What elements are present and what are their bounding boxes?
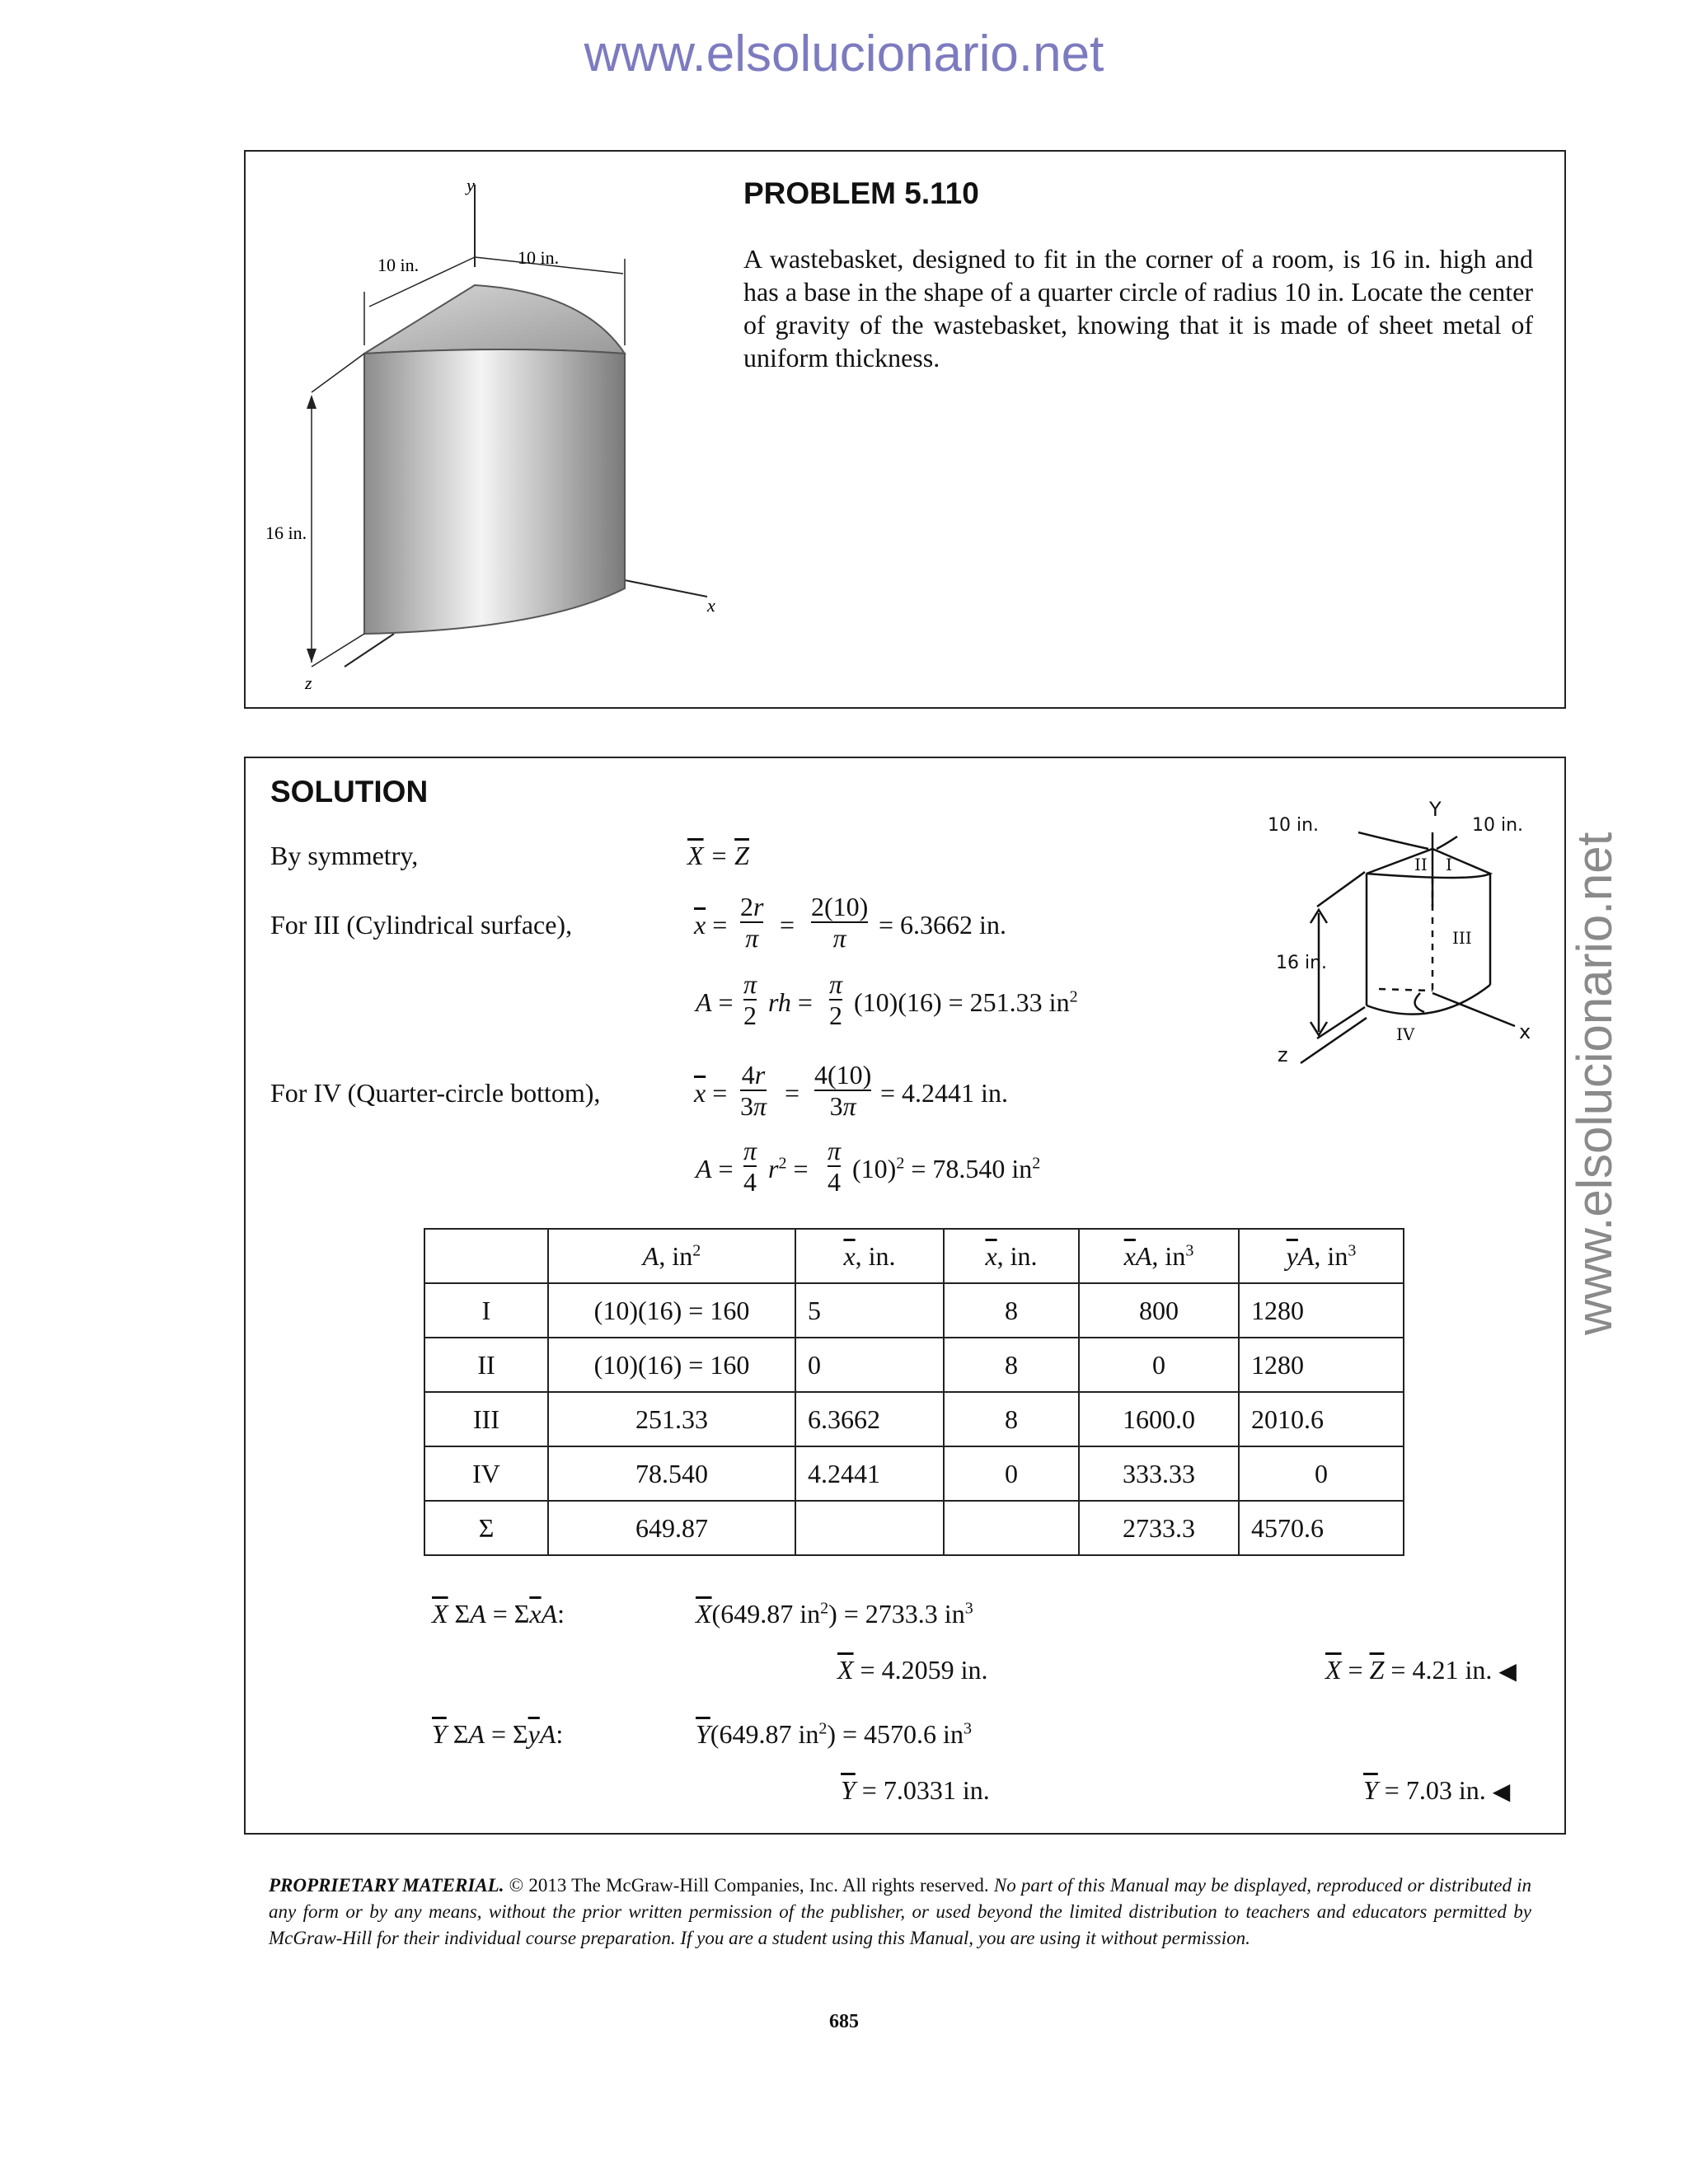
watermark-side: www.elsolucionario.net: [1567, 832, 1622, 1335]
dim-10in-left: 10 in.: [377, 255, 420, 275]
svg-text:x: x: [1519, 1020, 1531, 1043]
problem-statement: A wastebasket, designed to fit in the corner of a room, is 16 in. high and has a base in the shape of a quarter circle of radius 10 in. Locate the center of gravity of the wastebasket, knowing that it is made of sheet metal of uniform thickness.: [743, 244, 1533, 373]
iii-area-value: (10)(16) = 251.33 $in^2$: [854, 987, 1078, 1017]
table-row: III 251.33 6.3662 8 1600.0 2010.6: [424, 1392, 1404, 1446]
problem-title: PROBLEM 5.110: [743, 176, 979, 210]
svg-text:IV: IV: [1396, 1024, 1415, 1044]
solution-box: SOLUTION By symmetry, $\overline{X} = \overline{Z}$ For III (Cylindrical surface), $\overline{x}$ = 2r π = 2(10) π = 6.3662 in. A = π 2 rh = π 2 (10)(16) = 251.33 $in^2$ For IV (Quarter-circle bottom), $\overline{x}$ = 4r 3π = 4(10) 3π = 4.2441 in. A = π 4 $r^2$ = π 4 $(10)^2 = 78.540$ $in^2$ 10 in. 10 in. 16 in. Y x z II I III IV A, $in^2$ $\overline{x}$, in. $\overline{x}$, in. $\overline{x}A$, $in^3$ $\overline{y}A$, $in^3$ I (10)(16) = 160 5 8 800 1280 II (10)(16) = 160 0 8 0 1280 III 251.33 6.3662 8 1600.0 2010.6 IV 78.540 4.2441 0 333.33 0 Σ 649.87 2733.3 4570.6 $\overline{X}$ $\Sigma A = \Sigma\overline{x}A$: $\overline{X}(649.87$ $in^2) = 2733.3$ $in^3$ $\overline{X} = 4.2059$ in. $\overline{X} = \overline{Z} = 4.21$ in. ◀ $\overline{Y}$ $\Sigma A = \Sigma\overline{y}A$: $\overline{Y}(649.87$ $in^2) = 4570.6$ $in^3$ $\overline{Y} = 7.0331$ in. $\overline{Y} = 7.03$ in. ◀: [244, 757, 1566, 1835]
x-eq-label: $\overline{X}$ $\Sigma A = \Sigma\overline{x}A$:: [432, 1599, 565, 1629]
x-result: $\overline{X} = \overline{Z} = 4.21$ in. ◀: [1325, 1655, 1517, 1685]
y-eq: $\overline{Y}(649.87$ $in^2) = 4570.6$ $in^3$: [696, 1719, 972, 1749]
svg-text:Y: Y: [1429, 799, 1442, 821]
iii-label: For III (Cylindrical surface),: [270, 910, 573, 940]
y-value: $\overline{Y} = 7.0331$ in.: [841, 1775, 990, 1805]
sketch-dim-10in-right: 10 in.: [1472, 815, 1524, 836]
table-header-row: A, $in^2$ $\overline{x}$, in. $\overline{x}$, in. $\overline{x}A$, $in^3$ $\overline{y}A$, $in^3$: [424, 1229, 1404, 1283]
axis-x-label: x: [707, 595, 715, 616]
copyright-footer: PROPRIETARY MATERIAL. © 2013 The McGraw-Hill Companies, Inc. All rights reserved. No part of this Manual may be displayed, reproduced or distributed in any form or by any means, without the prior written permission of the publisher, or used beyond the limited distribution to teachers and educators permitted by McGraw-Hill for their individual course preparation. If you are a student using this Manual, you are using it without permission.: [269, 1875, 1532, 1948]
svg-text:II: II: [1414, 855, 1428, 874]
iv-area-value: $(10)^2 = 78.540$ $in^2$: [852, 1154, 1041, 1183]
axis-z-label: z: [305, 673, 312, 693]
iii-xbar-value: = 6.3662 in.: [879, 910, 1006, 940]
iv-label: For IV (Quarter-circle bottom),: [270, 1078, 601, 1108]
wastebasket-figure: [262, 168, 724, 696]
table-row: I (10)(16) = 160 5 8 800 1280: [424, 1283, 1404, 1338]
table-row: II (10)(16) = 160 0 8 0 1280: [424, 1338, 1404, 1392]
symmetry-equation: $\overline{X} = \overline{Z}$: [687, 841, 749, 870]
page-number: 685: [829, 2011, 859, 2032]
sketch-dim-10in-left: 10 in.: [1268, 815, 1320, 836]
watermark-top: www.elsolucionario.net: [584, 26, 1104, 82]
svg-text:III: III: [1452, 928, 1472, 948]
x-eq: $\overline{X}(649.87$ $in^2) = 2733.3$ $in^3$: [696, 1599, 973, 1629]
y-result: $\overline{Y} = 7.03$ in. ◀: [1363, 1775, 1511, 1805]
svg-text:z: z: [1278, 1043, 1288, 1066]
iii-xbar-lhs: $\overline{x}$ =: [694, 910, 728, 940]
table-row: IV 78.540 4.2441 0 333.33 0: [424, 1446, 1404, 1501]
sketch-dim-16in: 16 in.: [1276, 953, 1328, 973]
table-sum-row: Σ 649.87 2733.3 4570.6: [424, 1501, 1404, 1555]
svg-text:I: I: [1446, 855, 1452, 874]
problem-box: [244, 150, 1566, 709]
solution-sketch: [1268, 799, 1564, 1071]
axis-y-label: y: [467, 175, 475, 195]
dim-10in-right: 10 in.: [518, 247, 560, 268]
iv-xbar-value: = 4.2441 in.: [880, 1078, 1008, 1108]
iii-area-lhs: A =: [696, 987, 734, 1017]
iii-frac-2: 2(10) π: [811, 892, 869, 953]
solution-title: SOLUTION: [270, 775, 429, 808]
y-eq-label: $\overline{Y}$ $\Sigma A = \Sigma\overline{y}A$:: [432, 1719, 564, 1749]
centroid-table: [424, 1228, 1404, 1556]
iii-frac-1: 2r π: [740, 892, 764, 953]
symmetry-label: By symmetry,: [270, 841, 419, 870]
x-value: $\overline{X} = 4.2059$ in.: [837, 1655, 988, 1685]
dim-16in: 16 in.: [265, 523, 307, 543]
